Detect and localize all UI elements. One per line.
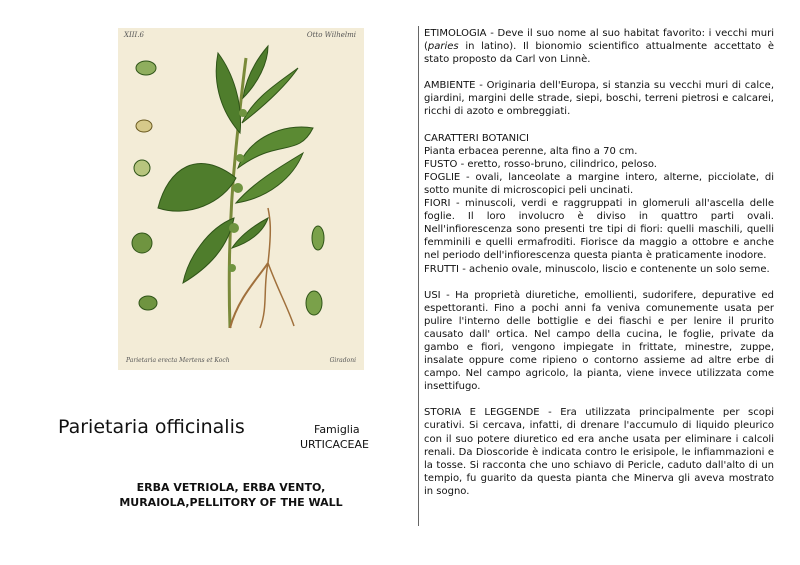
caratteri-foglie: FOGLIE - ovali, lanceolate a margine intero, alterne, picciolate, di sotto munite di microscopici peli uncinati.	[424, 171, 774, 196]
caratteri-botanici	[424, 132, 774, 276]
family-label: Famiglia	[314, 423, 360, 436]
column-divider	[418, 26, 419, 526]
usi-paragraph: USI - Ha proprietà diuretiche, emollienti, sudorifere, depurative ed espettoranti. Fino a pochi anni fa veniva comunemente usata per pulire l'interno delle bottiglie e dei fiaschi e per lenire il prurito causato dall' ortica. Nel campo della cucina, le foglie, private da gambo e fiori, vengono impiegate in frittate, minestre, zuppe, insalate oppure come ripieno o contorno assieme ad altre erbe di campo. Nel campo agricolo, la pianta, viene invece utilizzata come insettifugo.	[424, 289, 774, 393]
plate-caption	[126, 357, 356, 364]
caratteri-frutti: FRUTTI - achenio ovale, minuscolo, liscio e contenente un solo seme.	[424, 263, 770, 275]
botanical-illustration	[118, 28, 364, 370]
family-block	[300, 422, 369, 452]
plant-drawing	[118, 28, 364, 370]
caratteri-fusto: FUSTO - eretto, rosso-bruno, cilindrico, peloso.	[424, 158, 657, 170]
common-names	[96, 480, 366, 510]
caratteri-fiori: FIORI - minuscoli, verdi e raggruppati in glomeruli all'ascella delle foglie. Il loro involucro è diviso in quattro parti ovali. Nell'infiorescenza sono presenti tre tipi di fiori: quelli maschili, quelli femminili e quelli ermafroditi. Fiorisce da maggio a ottobre e anche nel periodo dell'infiorescenza questa pianta è praticamente inodore.	[424, 198, 774, 262]
etimologia-paragraph: ETIMOLOGIA - Deve il suo nome al suo habitat favorito: i vecchi muri (paries in latino). Il bionomio scientifico attualmente accettato è stato proposto da Carl von Linnè.	[424, 28, 774, 66]
ambiente-paragraph: AMBIENTE - Originaria dell'Europa, si stanzia su vecchi muri di calce, giardini, margini delle strade, siepi, boschi, terreni pietrosi e calcarei, ricchi di azoto e ombreggiati.	[424, 80, 774, 118]
caratteri-heading: CARATTERI BOTANICI	[424, 132, 529, 144]
plate-number: XIII.6	[124, 31, 144, 39]
common-names-line2: MURAIOLA,PELLITORY OF THE WALL	[119, 496, 343, 509]
species-name: Parietaria officinalis	[58, 416, 245, 438]
plate-caption-right: Giradoni	[329, 357, 356, 364]
family-name: URTICACEAE	[300, 438, 369, 451]
common-names-line1: ERBA VETRIOLA, ERBA VENTO,	[136, 481, 326, 494]
caratteri-intro: Pianta erbacea perenne, alta fino a 70 cm.	[424, 145, 638, 157]
storia-paragraph: STORIA E LEGGENDE - Era utilizzata principalmente per scopi curativi. Si cercava, infatti, di drenare l'accumulo di liquido pleurico con il suo potere diuretico ed era anche usata per eliminare i calcoli renali. Da Dioscoride è indicata contro le erisipole, le infiammazioni e la tosse. Si racconta che uno schiavo di Pericle, caduto dall'alto di un tempio, fu guarito da questa pianta che Minerva gli aveva mostrato in sogno.	[424, 407, 774, 497]
plate-signature: Otto Wilhelmi	[306, 31, 356, 39]
description-column	[424, 27, 774, 511]
plate-caption-left: Parietaria erecta Mertens et Koch	[126, 357, 230, 364]
